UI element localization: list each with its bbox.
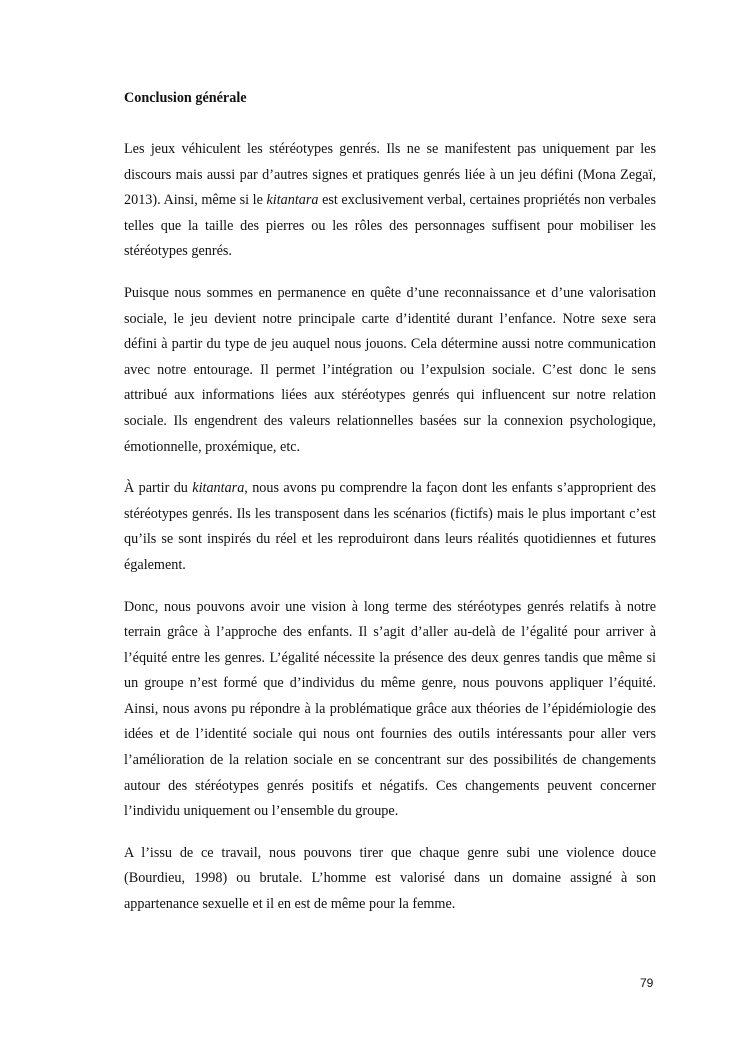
paragraph-3-text-c: , nous avons pu comprendre la façon dont les enfants s’approprient des stéréotypes genrés. Ils les transposent dans les scénarios (fictifs) mais le plus important c’est qu’ils se sont inspirés du réel et les reproduiront dans leurs réalités quotidiennes et futures également. xyxy=(124,480,656,573)
paragraph-1-text-a: Les jeux véhiculent les stéréotypes genrés. Ils ne se manifestent pas uniquement par les discours mais aussi par d’autres signes et pratiques genrés liée à un jeu défini (Mona Zegaï, 2013). Ainsi, même si le xyxy=(124,141,656,209)
section-heading: Conclusion générale xyxy=(124,90,247,106)
body-text xyxy=(124,137,656,934)
paragraph-1-text-c: est exclusivement verbal, certaines propriétés non verbales telles que la taille des pierres ou les rôles des personnages suffisent pour mobiliser les stéréotypes genrés. xyxy=(124,192,656,260)
paragraph-4: Donc, nous pouvons avoir une vision à long terme des stéréotypes genrés relatifs à notre terrain grâce à l’approche des enfants. Il s’agit d’aller au-delà de l’égalité pour arriver à l’équité entre les genres. L’égalité nécessite la présence des deux genres tandis que même si un groupe n’est formé que d’individus du même genre, nous pouvons appliquer l’équité. Ainsi, nous avons pu répondre à la problématique grâce aux théories de l’épidémiologie des idées et de l’identité sociale qui nous ont fournies des outils intéressants pour aller vers l’amélioration de la relation sociale en se concentrant sur des possibilités de changements autour des stéréotypes genrés positifs et négatifs. Ces changements peuvent concerner l’individu uniquement ou l’ensemble du groupe. xyxy=(124,598,656,820)
paragraph-5: A l’issu de ce travail, nous pouvons tirer que chaque genre subi une violence douce (Bourdieu, 1998) ou brutale. L’homme est valorisé dans un domaine assigné à son appartenance sexuelle et il en est de même pour la femme. xyxy=(124,844,656,913)
paragraph-2: Puisque nous sommes en permanence en quête d’une reconnaissance et d’une valorisation sociale, le jeu devient notre principale carte d’identité durant l’enfance. Notre sexe sera défini à partir du type de jeu auquel nous jouons. Cela détermine aussi notre communication avec notre entourage. Il permet l’intégration ou l’expulsion sociale. C’est donc le sens attribué aux informations liées aux stéréotypes genrés qui influencent sur notre relation sociale. Ils engendrent des valeurs relationnelles basées sur la connexion psychologique, émotionnelle, proxémique, etc. xyxy=(124,284,656,455)
paragraph-3 xyxy=(124,476,656,578)
paragraph-1 xyxy=(124,137,656,265)
paragraph-3-text-a: À partir du xyxy=(124,480,193,497)
paragraph-1-italic-term: kitantara xyxy=(266,192,319,209)
paragraph-3-italic-term: kitantara xyxy=(192,480,245,497)
page-number: 79 xyxy=(640,976,654,990)
